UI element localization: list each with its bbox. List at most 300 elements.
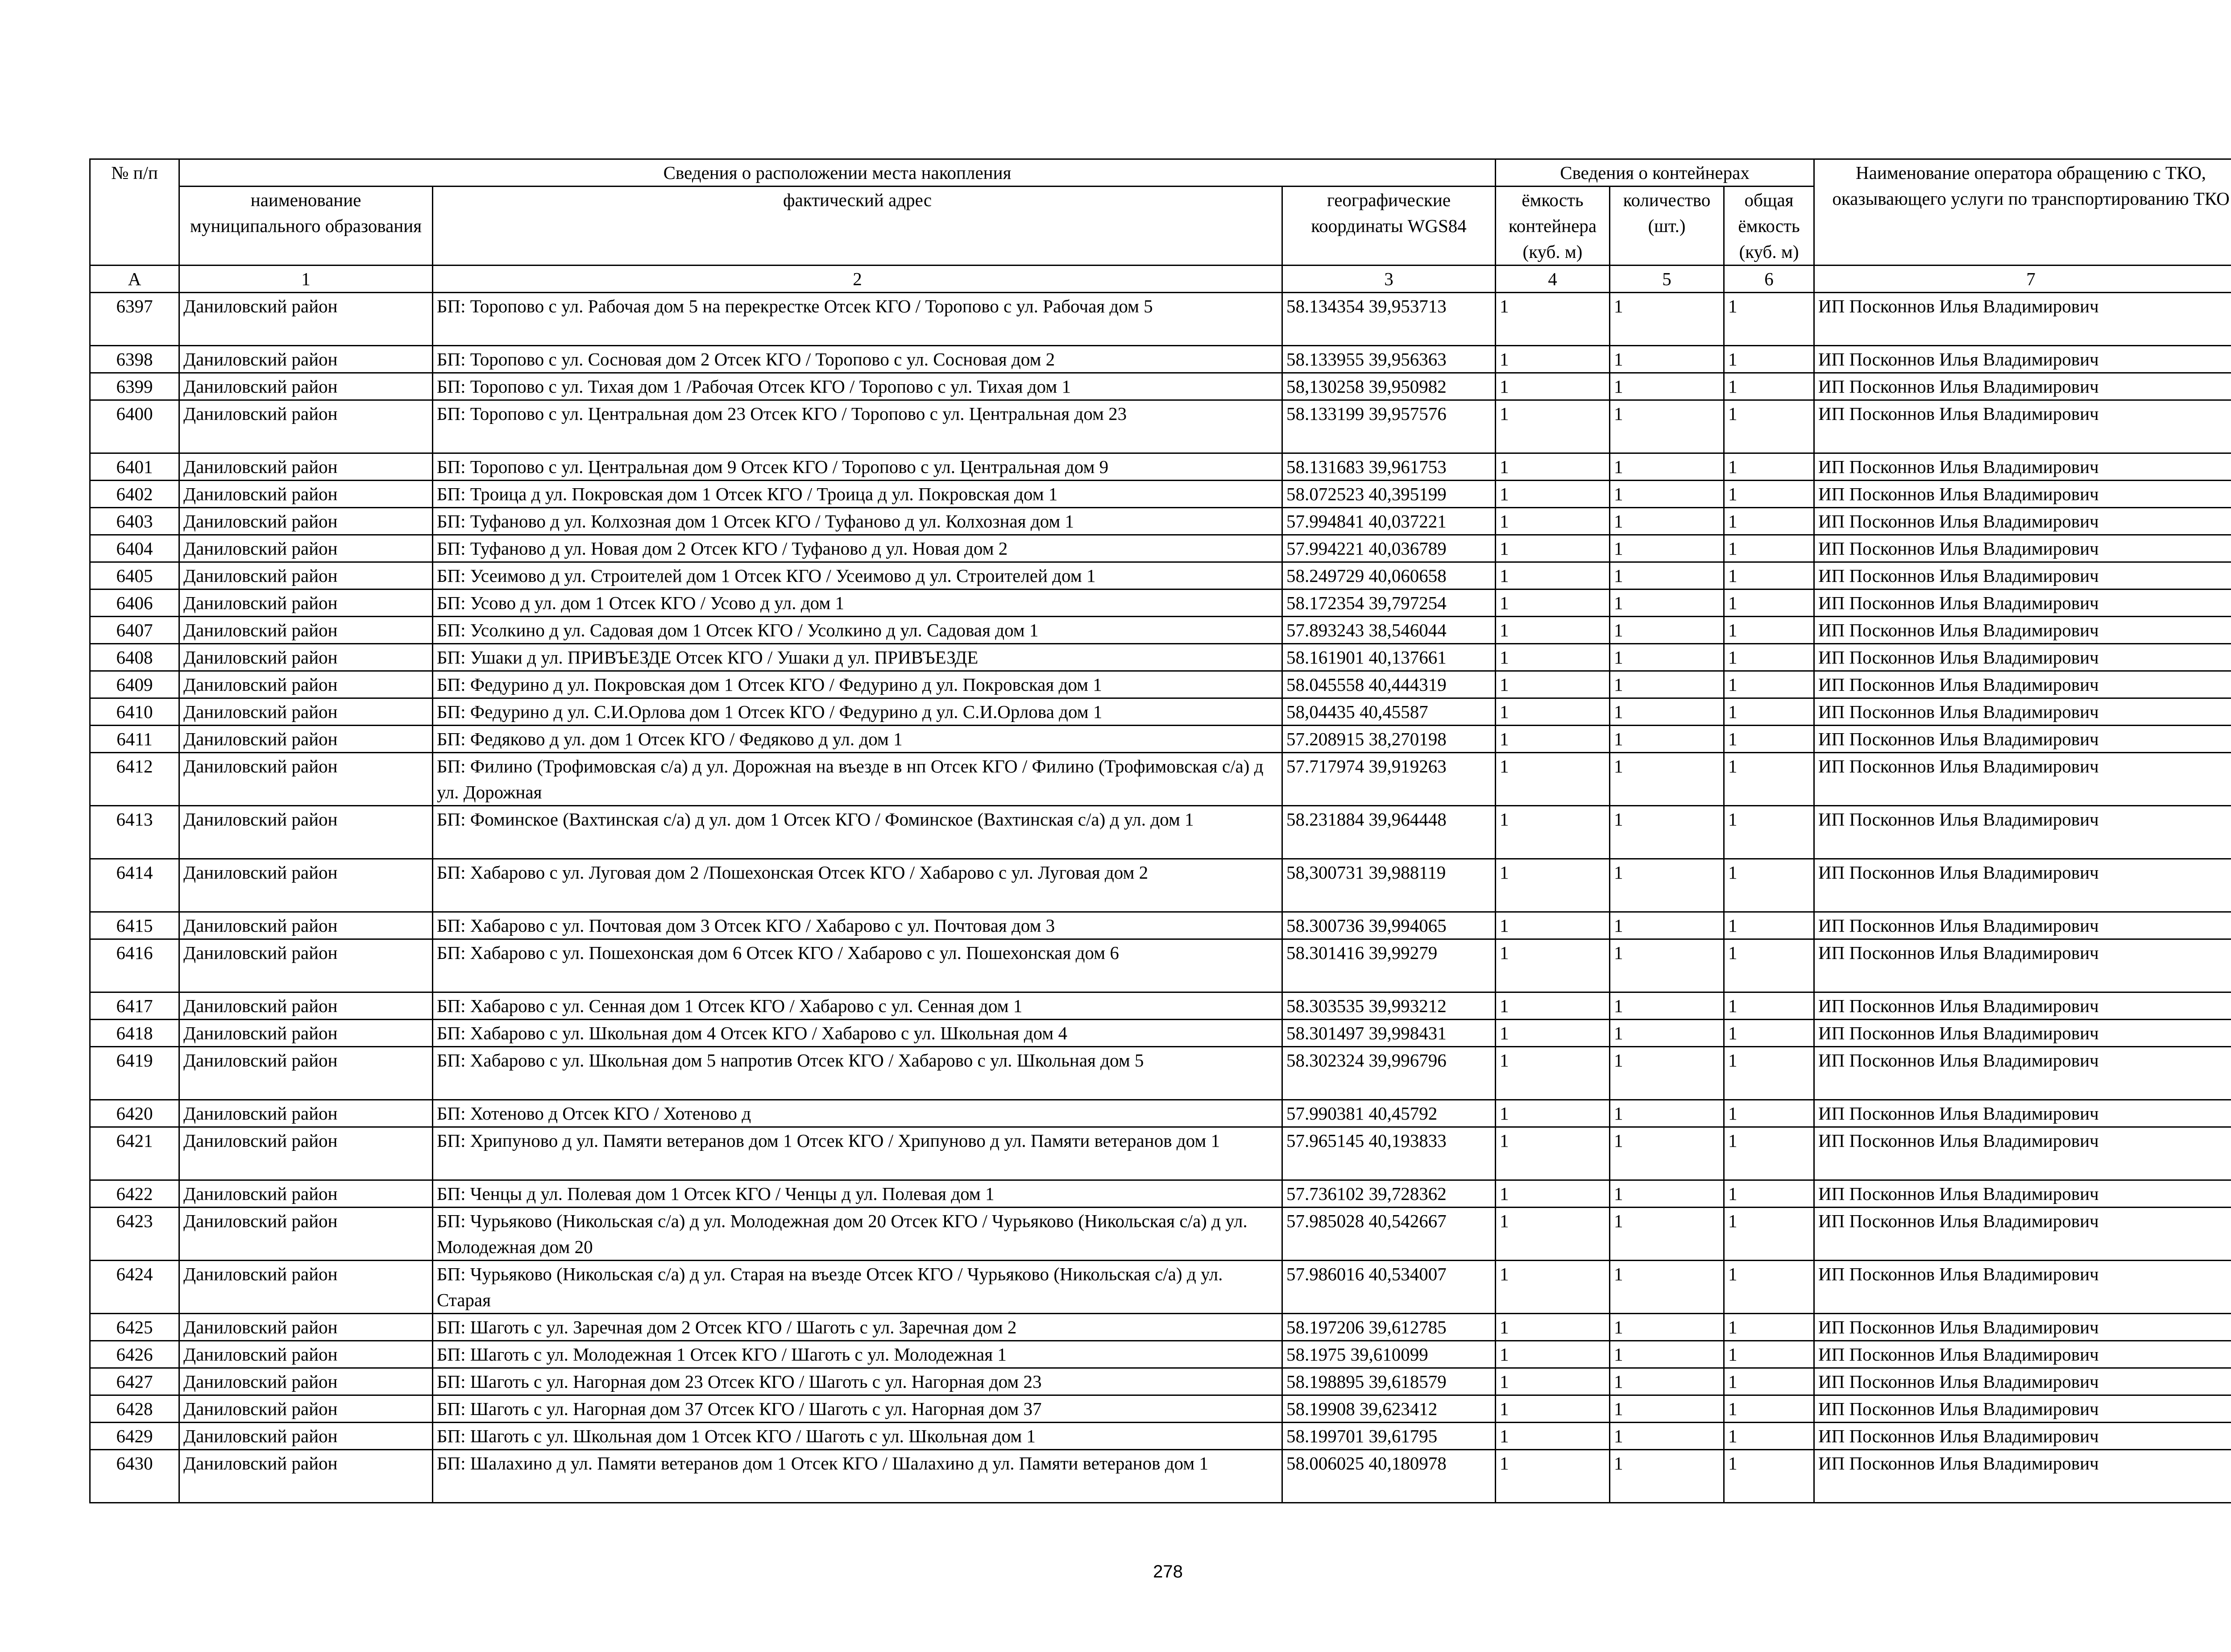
address-cell: БП: Усово д ул. дом 1 Отсек КГО / Усово д ул. дом 1 [433,589,1282,617]
volume-cell: 1 [1496,293,1610,346]
operator-cell: ИП Посконнов Илья Владимирович [1814,912,2231,939]
operator-cell: ИП Посконнов Илья Владимирович [1814,293,2231,346]
operator-cell: ИП Посконнов Илья Владимирович [1814,806,2231,859]
operator-cell: ИП Посконнов Илья Владимирович [1814,589,2231,617]
total-volume-cell: 1 [1724,1127,1814,1180]
operator-cell: ИП Посконнов Илья Владимирович [1814,992,2231,1020]
municipality-cell: Даниловский район [179,373,433,400]
row-number: 6422 [90,1180,179,1208]
coordinates-cell: 58.301497 39,998431 [1282,1020,1496,1047]
table-row [90,1100,2231,1127]
total-volume-cell: 1 [1724,1261,1814,1314]
volume-cell: 1 [1496,373,1610,400]
municipality-cell: Даниловский район [179,1047,433,1100]
address-cell: БП: Ченцы д ул. Полевая дом 1 Отсек КГО / Ченцы д ул. Полевая дом 1 [433,1180,1282,1208]
total-volume-cell: 1 [1724,726,1814,753]
quantity-cell: 1 [1610,1395,1724,1423]
municipality-cell: Даниловский район [179,806,433,859]
operator-cell: ИП Посконнов Илья Владимирович [1814,508,2231,535]
municipality-cell: Даниловский район [179,698,433,726]
volume-cell: 1 [1496,589,1610,617]
total-volume-cell: 1 [1724,912,1814,939]
municipality-cell: Даниловский район [179,1261,433,1314]
municipality-cell: Даниловский район [179,1395,433,1423]
quantity-cell: 1 [1610,644,1724,671]
municipality-cell: Даниловский район [179,1127,433,1180]
row-number: 6401 [90,453,179,481]
coordinates-cell: 58.172354 39,797254 [1282,589,1496,617]
total-volume-cell: 1 [1724,1423,1814,1450]
coordinates-cell: 58.072523 40,395199 [1282,481,1496,508]
table-row [90,400,2231,453]
total-volume-cell: 1 [1724,481,1814,508]
total-volume-cell: 1 [1724,589,1814,617]
volume-cell: 1 [1496,1047,1610,1100]
row-number: 6406 [90,589,179,617]
volume-cell: 1 [1496,912,1610,939]
total-volume-cell: 1 [1724,562,1814,589]
table-row [90,1368,2231,1395]
operator-cell: ИП Посконнов Илья Владимирович [1814,1341,2231,1368]
quantity-cell: 1 [1610,589,1724,617]
municipality-cell: Даниловский район [179,400,433,453]
total-volume-cell: 1 [1724,1100,1814,1127]
municipality-cell: Даниловский район [179,293,433,346]
coordinates-cell: 57.986016 40,534007 [1282,1261,1496,1314]
table-row [90,644,2231,671]
coordinates-cell: 58,300731 39,988119 [1282,859,1496,912]
row-number: 6399 [90,373,179,400]
volume-cell: 1 [1496,481,1610,508]
coordinates-cell: 58.301416 39,99279 [1282,939,1496,992]
address-cell: БП: Хрипуново д ул. Памяти ветеранов дом 1 Отсек КГО / Хрипуново д ул. Памяти ветеранов дом 1 [433,1127,1282,1180]
operator-cell: ИП Посконнов Илья Владимирович [1814,400,2231,453]
table-row [90,671,2231,698]
operator-cell: ИП Посконнов Илья Владимирович [1814,453,2231,481]
address-cell: БП: Шаготь с ул. Школьная дом 1 Отсек КГО / Шаготь с ул. Школьная дом 1 [433,1423,1282,1450]
volume-cell: 1 [1496,1100,1610,1127]
volume-cell: 1 [1496,671,1610,698]
table-row [90,1450,2231,1503]
total-volume-cell: 1 [1724,373,1814,400]
table-row [90,1423,2231,1450]
address-cell: БП: Троица д ул. Покровская дом 1 Отсек КГО / Троица д ул. Покровская дом 1 [433,481,1282,508]
header-num: № п/п [90,159,179,266]
operator-cell: ИП Посконнов Илья Владимирович [1814,481,2231,508]
table-row [90,1180,2231,1208]
coordinates-cell: 57.208915 38,270198 [1282,726,1496,753]
table-row [90,1208,2231,1261]
municipality-cell: Даниловский район [179,535,433,562]
operator-cell: ИП Посконнов Илья Владимирович [1814,535,2231,562]
municipality-cell: Даниловский район [179,508,433,535]
row-number: 6398 [90,346,179,373]
quantity-cell: 1 [1610,1423,1724,1450]
volume-cell: 1 [1496,992,1610,1020]
header-address: фактический адрес [433,187,1282,266]
row-number: 6430 [90,1450,179,1503]
address-cell: БП: Туфаново д ул. Колхозная дом 1 Отсек КГО / Туфаново д ул. Колхозная дом 1 [433,508,1282,535]
table-row [90,453,2231,481]
table-row [90,1314,2231,1341]
volume-cell: 1 [1496,535,1610,562]
table-row [90,806,2231,859]
coordinates-cell: 57.994221 40,036789 [1282,535,1496,562]
quantity-cell: 1 [1610,859,1724,912]
row-number: 6420 [90,1100,179,1127]
municipality-cell: Даниловский район [179,644,433,671]
municipality-cell: Даниловский район [179,912,433,939]
row-number: 6409 [90,671,179,698]
operator-cell: ИП Посконнов Илья Владимирович [1814,698,2231,726]
total-volume-cell: 1 [1724,1395,1814,1423]
header-quantity: количество (шт.) [1610,187,1724,266]
quantity-cell: 1 [1610,1208,1724,1261]
coordinates-cell: 58,04435 40,45587 [1282,698,1496,726]
total-volume-cell: 1 [1724,1450,1814,1503]
address-cell: БП: Торопово с ул. Тихая дом 1 /Рабочая Отсек КГО / Торопово с ул. Тихая дом 1 [433,373,1282,400]
address-cell: БП: Федяково д ул. дом 1 Отсек КГО / Федяково д ул. дом 1 [433,726,1282,753]
operator-cell: ИП Посконнов Илья Владимирович [1814,346,2231,373]
municipality-cell: Даниловский район [179,346,433,373]
row-number: 6410 [90,698,179,726]
quantity-cell: 1 [1610,992,1724,1020]
total-volume-cell: 1 [1724,992,1814,1020]
quantity-cell: 1 [1610,1100,1724,1127]
table-row [90,562,2231,589]
municipality-cell: Даниловский район [179,1423,433,1450]
coordinates-cell: 58.198895 39,618579 [1282,1368,1496,1395]
operator-cell: ИП Посконнов Илья Владимирович [1814,1020,2231,1047]
municipality-cell: Даниловский район [179,753,433,806]
table-row [90,1395,2231,1423]
table-row [90,1127,2231,1180]
operator-cell: ИП Посконнов Илья Владимирович [1814,562,2231,589]
municipality-cell: Даниловский район [179,1314,433,1341]
quantity-cell: 1 [1610,806,1724,859]
quantity-cell: 1 [1610,373,1724,400]
operator-cell: ИП Посконнов Илья Владимирович [1814,644,2231,671]
total-volume-cell: 1 [1724,508,1814,535]
coordinates-cell: 57.990381 40,45792 [1282,1100,1496,1127]
total-volume-cell: 1 [1724,400,1814,453]
quantity-cell: 1 [1610,698,1724,726]
coordinates-cell: 58.133955 39,956363 [1282,346,1496,373]
address-cell: БП: Хабарово с ул. Почтовая дом 3 Отсек КГО / Хабарово с ул. Почтовая дом 3 [433,912,1282,939]
operator-cell: ИП Посконнов Илья Владимирович [1814,753,2231,806]
header-index-row [90,266,2231,293]
address-cell: БП: Торопово с ул. Рабочая дом 5 на перекрестке Отсек КГО / Торопово с ул. Рабочая дом 5 [433,293,1282,346]
address-cell: БП: Хотеново д Отсек КГО / Хотеново д [433,1100,1282,1127]
total-volume-cell: 1 [1724,1341,1814,1368]
coordinates-cell: 58.161901 40,137661 [1282,644,1496,671]
row-number: 6403 [90,508,179,535]
total-volume-cell: 1 [1724,453,1814,481]
municipality-cell: Даниловский район [179,671,433,698]
operator-cell: ИП Посконнов Илья Владимирович [1814,373,2231,400]
total-volume-cell: 1 [1724,671,1814,698]
row-number: 6423 [90,1208,179,1261]
total-volume-cell: 1 [1724,1047,1814,1100]
coordinates-cell: 58.249729 40,060658 [1282,562,1496,589]
row-number: 6418 [90,1020,179,1047]
row-number: 6412 [90,753,179,806]
municipality-cell: Даниловский район [179,589,433,617]
address-cell: БП: Филино (Трофимовская с/а) д ул. Дорожная на въезде в нп Отсек КГО / Филино (Трофимовская с/а) д ул. Дорожная [433,753,1282,806]
index-cell: 2 [433,266,1282,293]
quantity-cell: 1 [1610,1368,1724,1395]
quantity-cell: 1 [1610,1450,1724,1503]
index-cell: 6 [1724,266,1814,293]
coordinates-cell: 58.300736 39,994065 [1282,912,1496,939]
quantity-cell: 1 [1610,1261,1724,1314]
quantity-cell: 1 [1610,1314,1724,1341]
quantity-cell: 1 [1610,753,1724,806]
table-row [90,726,2231,753]
total-volume-cell: 1 [1724,1180,1814,1208]
coordinates-cell: 58,130258 39,950982 [1282,373,1496,400]
operator-cell: ИП Посконнов Илья Владимирович [1814,1047,2231,1100]
coordinates-cell: 58.1975 39,610099 [1282,1341,1496,1368]
municipality-cell: Даниловский район [179,726,433,753]
row-number: 6419 [90,1047,179,1100]
quantity-cell: 1 [1610,453,1724,481]
address-cell: БП: Хабарово с ул. Школьная дом 4 Отсек КГО / Хабарово с ул. Школьная дом 4 [433,1020,1282,1047]
table-row [90,481,2231,508]
total-volume-cell: 1 [1724,939,1814,992]
coordinates-cell: 57.985028 40,542667 [1282,1208,1496,1261]
address-cell: БП: Федурино д ул. С.И.Орлова дом 1 Отсек КГО / Федурино д ул. С.И.Орлова дом 1 [433,698,1282,726]
header-volume: ёмкость контейнера (куб. м) [1496,187,1610,266]
table-row [90,1020,2231,1047]
quantity-cell: 1 [1610,726,1724,753]
header-coords: географические координаты WGS84 [1282,187,1496,266]
row-number: 6416 [90,939,179,992]
operator-cell: ИП Посконнов Илья Владимирович [1814,1314,2231,1341]
volume-cell: 1 [1496,1368,1610,1395]
address-cell: БП: Ушаки д ул. ПРИВЪЕЗДЕ Отсек КГО / Ушаки д ул. ПРИВЪЕЗДЕ [433,644,1282,671]
operator-cell: ИП Посконнов Илья Владимирович [1814,726,2231,753]
address-cell: БП: Шаготь с ул. Нагорная дом 23 Отсек КГО / Шаготь с ул. Нагорная дом 23 [433,1368,1282,1395]
address-cell: БП: Чурьяково (Никольская с/а) д ул. Старая на въезде Отсек КГО / Чурьяково (Никольская с/а) д ул. Старая [433,1261,1282,1314]
quantity-cell: 1 [1610,346,1724,373]
table-row [90,589,2231,617]
total-volume-cell: 1 [1724,698,1814,726]
table-header [90,159,2231,293]
municipality-cell: Даниловский район [179,617,433,644]
row-number: 6408 [90,644,179,671]
coordinates-cell: 57.893243 38,546044 [1282,617,1496,644]
address-cell: БП: Туфаново д ул. Новая дом 2 Отсек КГО / Туфаново д ул. Новая дом 2 [433,535,1282,562]
volume-cell: 1 [1496,1395,1610,1423]
coordinates-cell: 58.133199 39,957576 [1282,400,1496,453]
row-number: 6425 [90,1314,179,1341]
quantity-cell: 1 [1610,939,1724,992]
total-volume-cell: 1 [1724,1314,1814,1341]
coordinates-cell: 58.134354 39,953713 [1282,293,1496,346]
table-row [90,508,2231,535]
municipality-cell: Даниловский район [179,1180,433,1208]
total-volume-cell: 1 [1724,293,1814,346]
operator-cell: ИП Посконнов Илья Владимирович [1814,617,2231,644]
row-number: 6402 [90,481,179,508]
address-cell: БП: Хабарово с ул. Пошехонская дом 6 Отсек КГО / Хабарово с ул. Пошехонская дом 6 [433,939,1282,992]
municipality-cell: Даниловский район [179,1368,433,1395]
row-number: 6411 [90,726,179,753]
row-number: 6429 [90,1423,179,1450]
address-cell: БП: Хабарово с ул. Луговая дом 2 /Пошехонская Отсек КГО / Хабарово с ул. Луговая дом 2 [433,859,1282,912]
total-volume-cell: 1 [1724,644,1814,671]
table-body [90,293,2231,1503]
header-total: общая ёмкость (куб. м) [1724,187,1814,266]
coordinates-cell: 58.006025 40,180978 [1282,1450,1496,1503]
address-cell: БП: Шаготь с ул. Нагорная дом 37 Отсек КГО / Шаготь с ул. Нагорная дом 37 [433,1395,1282,1423]
quantity-cell: 1 [1610,617,1724,644]
row-number: 6397 [90,293,179,346]
row-number: 6424 [90,1261,179,1314]
volume-cell: 1 [1496,1423,1610,1450]
table-row [90,1047,2231,1100]
quantity-cell: 1 [1610,1127,1724,1180]
operator-cell: ИП Посконнов Илья Владимирович [1814,1208,2231,1261]
volume-cell: 1 [1496,939,1610,992]
municipality-cell: Даниловский район [179,1020,433,1047]
municipality-cell: Даниловский район [179,939,433,992]
municipality-cell: Даниловский район [179,1450,433,1503]
volume-cell: 1 [1496,617,1610,644]
volume-cell: 1 [1496,1314,1610,1341]
operator-cell: ИП Посконнов Илья Владимирович [1814,859,2231,912]
volume-cell: 1 [1496,1208,1610,1261]
coordinates-cell: 58.045558 40,444319 [1282,671,1496,698]
table-row [90,859,2231,912]
quantity-cell: 1 [1610,1047,1724,1100]
index-cell: 3 [1282,266,1496,293]
operator-cell: ИП Посконнов Илья Владимирович [1814,671,2231,698]
municipality-cell: Даниловский район [179,1100,433,1127]
operator-cell: ИП Посконнов Илья Владимирович [1814,1423,2231,1450]
municipality-cell: Даниловский район [179,562,433,589]
volume-cell: 1 [1496,1261,1610,1314]
volume-cell: 1 [1496,453,1610,481]
address-cell: БП: Усолкино д ул. Садовая дом 1 Отсек КГО / Усолкино д ул. Садовая дом 1 [433,617,1282,644]
volume-cell: 1 [1496,508,1610,535]
operator-cell: ИП Посконнов Илья Владимирович [1814,1100,2231,1127]
coordinates-cell: 58.131683 39,961753 [1282,453,1496,481]
address-cell: БП: Усеимово д ул. Строителей дом 1 Отсек КГО / Усеимово д ул. Строителей дом 1 [433,562,1282,589]
volume-cell: 1 [1496,1180,1610,1208]
coordinates-cell: 58.302324 39,996796 [1282,1047,1496,1100]
total-volume-cell: 1 [1724,1208,1814,1261]
municipality-cell: Даниловский район [179,1208,433,1261]
total-volume-cell: 1 [1724,1368,1814,1395]
total-volume-cell: 1 [1724,617,1814,644]
row-number: 6428 [90,1395,179,1423]
address-cell: БП: Фоминское (Вахтинская с/а) д ул. дом 1 Отсек КГО / Фоминское (Вахтинская с/а) д ул. дом 1 [433,806,1282,859]
total-volume-cell: 1 [1724,859,1814,912]
quantity-cell: 1 [1610,400,1724,453]
volume-cell: 1 [1496,562,1610,589]
table-row [90,346,2231,373]
quantity-cell: 1 [1610,508,1724,535]
volume-cell: 1 [1496,1127,1610,1180]
total-volume-cell: 1 [1724,806,1814,859]
address-cell: БП: Торопово с ул. Центральная дом 9 Отсек КГО / Торопово с ул. Центральная дом 9 [433,453,1282,481]
table-row [90,698,2231,726]
row-number: 6421 [90,1127,179,1180]
index-cell: 7 [1814,266,2231,293]
row-number: 6415 [90,912,179,939]
coordinates-cell: 58.231884 39,964448 [1282,806,1496,859]
municipality-cell: Даниловский район [179,859,433,912]
table-row [90,992,2231,1020]
volume-cell: 1 [1496,400,1610,453]
row-number: 6413 [90,806,179,859]
row-number: 6414 [90,859,179,912]
row-number: 6404 [90,535,179,562]
volume-cell: 1 [1496,644,1610,671]
volume-cell: 1 [1496,1450,1610,1503]
address-cell: БП: Федурино д ул. Покровская дом 1 Отсек КГО / Федурино д ул. Покровская дом 1 [433,671,1282,698]
operator-cell: ИП Посконнов Илья Владимирович [1814,1395,2231,1423]
volume-cell: 1 [1496,1020,1610,1047]
table-row [90,912,2231,939]
volume-cell: 1 [1496,698,1610,726]
table-row [90,535,2231,562]
operator-cell: ИП Посконнов Илья Владимирович [1814,1261,2231,1314]
table-row [90,1341,2231,1368]
table-row [90,939,2231,992]
header-location-group: Сведения о расположении места накопления [179,159,1496,187]
address-cell: БП: Шаготь с ул. Молодежная 1 Отсек КГО / Шаготь с ул. Молодежная 1 [433,1341,1282,1368]
quantity-cell: 1 [1610,1180,1724,1208]
operator-cell: ИП Посконнов Илья Владимирович [1814,1450,2231,1503]
row-number: 6427 [90,1368,179,1395]
quantity-cell: 1 [1610,1020,1724,1047]
page-number: 278 [1153,1562,1183,1581]
municipality-cell: Даниловский район [179,453,433,481]
municipality-cell: Даниловский район [179,992,433,1020]
row-number: 6417 [90,992,179,1020]
table-row [90,373,2231,400]
address-cell: БП: Шалахино д ул. Памяти ветеранов дом 1 Отсек КГО / Шалахино д ул. Памяти ветеранов дом 1 [433,1450,1282,1503]
total-volume-cell: 1 [1724,535,1814,562]
index-cell: 4 [1496,266,1610,293]
address-cell: БП: Чурьяково (Никольская с/а) д ул. Молодежная дом 20 Отсек КГО / Чурьяково (Никольская с/а) д ул. Молодежная дом 20 [433,1208,1282,1261]
quantity-cell: 1 [1610,562,1724,589]
header-operator: Наименование оператора обращению с ТКО, оказывающего услуги по транспортированию ТКО [1814,159,2231,266]
operator-cell: ИП Посконнов Илья Владимирович [1814,1368,2231,1395]
quantity-cell: 1 [1610,535,1724,562]
index-cell: А [90,266,179,293]
index-cell: 1 [179,266,433,293]
volume-cell: 1 [1496,806,1610,859]
header-municipality: наименование муниципального образования [179,187,433,266]
coordinates-cell: 58.19908 39,623412 [1282,1395,1496,1423]
volume-cell: 1 [1496,1341,1610,1368]
operator-cell: ИП Посконнов Илья Владимирович [1814,1127,2231,1180]
quantity-cell: 1 [1610,1341,1724,1368]
coordinates-cell: 57.994841 40,037221 [1282,508,1496,535]
quantity-cell: 1 [1610,293,1724,346]
row-number: 6407 [90,617,179,644]
quantity-cell: 1 [1610,481,1724,508]
municipality-cell: Даниловский район [179,481,433,508]
total-volume-cell: 1 [1724,753,1814,806]
coordinates-cell: 57.717974 39,919263 [1282,753,1496,806]
quantity-cell: 1 [1610,912,1724,939]
table-row [90,1261,2231,1314]
